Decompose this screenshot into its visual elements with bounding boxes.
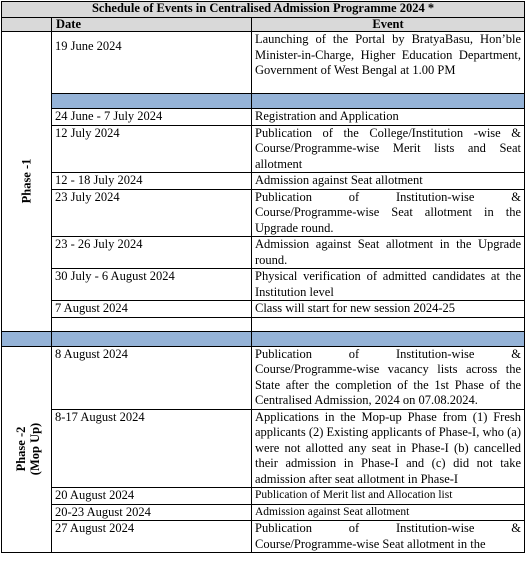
row-event: Physical verification of admitted candidates at the Institution level <box>252 269 525 301</box>
row-event: Registration and Application <box>252 109 525 126</box>
table-row <box>2 237 525 269</box>
row-date: 19 June 2024 <box>52 32 252 94</box>
table-row <box>2 125 525 173</box>
table-row <box>2 109 525 126</box>
row-event: Publication of the College/Institution -wise & Course/Programme-wise Merit lists and Seat allotment <box>252 125 525 173</box>
table-row <box>2 409 525 488</box>
row-event: Publication of Institution-wise & Course/Programme-wise Seat allotment in the Upgrade round. <box>252 189 525 237</box>
row-date: 20-23 August 2024 <box>52 504 252 521</box>
phase-1-label-cell <box>2 32 52 332</box>
row-date: 30 July - 6 August 2024 <box>52 269 252 301</box>
table-title-row <box>2 2 525 18</box>
phase-separator <box>2 94 525 109</box>
phase-2-label-cell <box>2 346 52 553</box>
table-row <box>2 269 525 301</box>
row-date: 23 July 2024 <box>52 189 252 237</box>
row-date: 8 August 2024 <box>52 346 252 409</box>
table-title: Schedule of Events in Centralised Admission Programme 2024 * <box>2 2 525 18</box>
row-date: 8-17 August 2024 <box>52 409 252 488</box>
row-event: Admission against Seat allotment <box>252 173 525 190</box>
row-date: 12 - 18 July 2024 <box>52 173 252 190</box>
row-date: 23 - 26 July 2024 <box>52 237 252 269</box>
table-row <box>2 173 525 190</box>
row-event: Class will start for new session 2024-25 <box>252 301 525 318</box>
row-date: 7 August 2024 <box>52 301 252 318</box>
row-date: 24 June - 7 July 2024 <box>52 109 252 126</box>
row-date: 12 July 2024 <box>52 125 252 173</box>
table-row <box>2 317 525 331</box>
admission-schedule-table <box>1 1 525 553</box>
table-row <box>2 301 525 318</box>
table-row <box>2 32 525 94</box>
phase-2-label: Phase -2 (Mop Up) <box>14 422 43 475</box>
row-event: Admission against Seat allotment in the Upgrade round. <box>252 237 525 269</box>
table-row <box>2 504 525 521</box>
row-event: Publication of Institution-wise & Course/Programme-wise Seat allotment in the <box>252 521 525 553</box>
table-header-row <box>2 18 525 32</box>
row-event: Admission against Seat allotment <box>252 504 525 521</box>
table-row <box>2 488 525 505</box>
row-event: Publication of Merit list and Allocation list <box>252 488 525 505</box>
table-row <box>2 521 525 553</box>
phase-1-label: Phase -1 <box>19 158 34 203</box>
row-event: Launching of the Portal by BratyaBasu, Hon’ble Minister-in-Charge, Higher Education Department, Government of West Bengal at 1.00 PM <box>252 32 525 94</box>
table-row <box>2 346 525 409</box>
table-row <box>2 189 525 237</box>
date-column-header: Date <box>52 18 252 32</box>
row-date: 27 August 2024 <box>52 521 252 553</box>
event-column-header: Event <box>252 18 525 32</box>
row-event: Applications in the Mop-up Phase from (1) Fresh applicants (2) Existing applicants of Phase-I, who (a) were not allotted any seat in Phase-I (b) cancelled their admission in Phase-I and (c) did not take admission after seat allotment in Phase-I <box>252 409 525 488</box>
row-date: 20 August 2024 <box>52 488 252 505</box>
phase-separator <box>2 331 525 346</box>
row-event: Publication of Institution-wise & Course/Programme-wise vacancy lists across the State after the completion of the 1st Phase of the Centralised Admission, 2024 on 07.08.2024. <box>252 346 525 409</box>
